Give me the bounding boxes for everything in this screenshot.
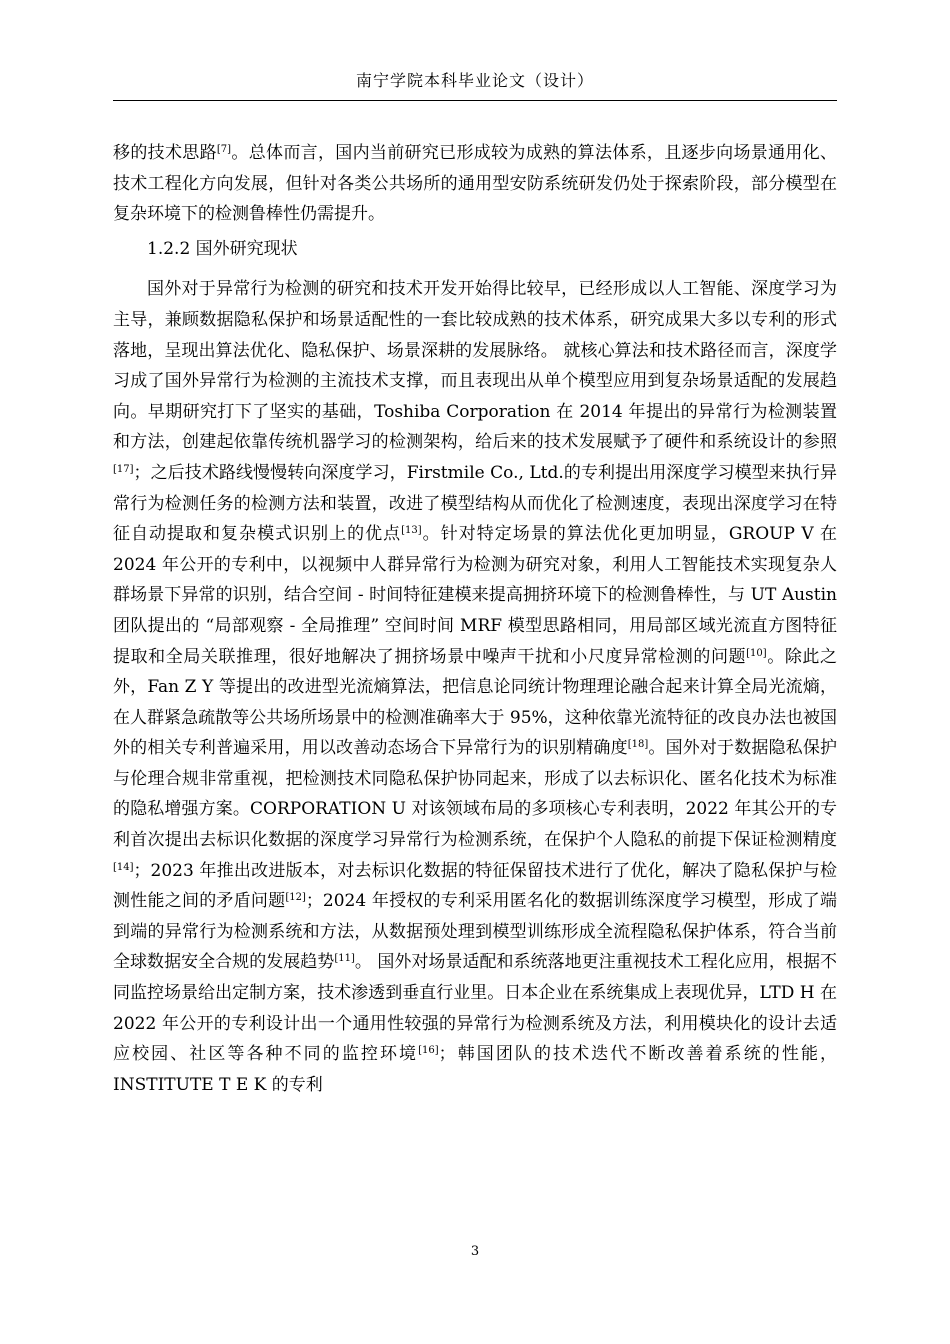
page-number: 3 (470, 1244, 480, 1259)
paragraph-continuation (113, 138, 837, 230)
page-body (113, 138, 837, 1100)
text-run: ；2023 年推出改进版本，对去标识化数据的特征保留技术进行了优化，解决了隐私保护与检测性能之间的矛盾问题 (113, 860, 837, 912)
text-run: 。总体而言，国内当前研究已形成较为成熟的算法体系，且逐步向场景通用化、技术工程化方向发展，但针对各类公共场所的通用型安防系统研发仍处于探索阶段，部分模型在复杂环境下的检测鲁棒性仍需提升。 (113, 143, 838, 225)
text-run: ；2024 年授权的专利采用匿名化的数据训练深度学习模型，形成了端到端的异常行为检测系统和方法，从数据预处理到模型训练形成全流程隐私保护体系，符合当前全球数据安全合规的发展趋势 (113, 891, 838, 973)
text-run: 移的技术思路 (113, 143, 217, 163)
text-run: ；之后技术路线慢慢转向深度学习，Firstmile Co., Ltd.的专利提出用深度学习模型来执行异常行为检测任务的检测方法和装置，改进了模型结构从而优化了检测速度，表现出深度学习在特征自动提取和复杂模式识别上的优点 (113, 462, 837, 545)
page-header: 南宁学院本科毕业论文（设计） (113, 62, 837, 101)
text-run: 国外对于异常行为检测的研究和技术开发开始得比较早，已经形成以人工智能、深度学习为主导，兼顾数据隐私保护和场景适配性的一套比较成熟的技术体系，研究成果大多以专利的形式落地，呈现出算法优化、隐私保护、场景深耕的发展脉络。 就核心算法和技术路径而言，深度学习成了国外异常行为检测的主流技术支撑，而且表现出从单个模型应用到复杂场景适配的发展趋向。早期研究打下了坚实的基础，Toshiba Corporation 在 2014 年提出的异常行为检测装置和方法，创建起依靠传统机器学习的检测架构，给后来的技术发展赋予了硬件和系统设计的参照 (113, 279, 837, 453)
citation-ref: [17] (113, 463, 134, 475)
text-run: 。除此之外，Fan Z Y 等提出的改进型光流熵算法，把信息论同统计物理理论融合起来计算全局光流熵，在人群紧急疏散等公共场所场景中的检测准确率大于 95%，这种依靠光流特征的改良办法也被国外的相关专利普遍采用，用以改善动态场合下异常行为的识别精确度 (113, 646, 838, 759)
citation-ref: [12] (285, 892, 306, 904)
text-run: 。 国外对场景适配和系统落地更注重视技术工程化应用，根据不同监控场景给出定制方案，技术渗透到垂直行业里。日本企业在系统集成上表现优异，LTD H 在 2022 年公开的专利设计出一个通用性较强的异常行为检测系统及方法，利用模块化的设计去适应校园、社区等各种不同的监控环境 (113, 952, 837, 1065)
paragraph-foreign-research (113, 274, 837, 1100)
citation-ref: [16] (418, 1045, 439, 1057)
citation-ref: [14] (113, 861, 134, 873)
text-run: 。针对特定场景的算法优化更加明显，GROUP V 在 2024 年公开的专利中，以视频中人群异常行为检测为研究对象，利用人工智能技术实现复杂人群场景下异常的识别，结合空间 - 时间特征建模来提高拥挤环境下的检测鲁棒性，与 UT Austin 团队提出的 “局部观察 - 全局推理” 空间时间 MRF 模型思路相同，用局部区域光流直方图特征提取和全局关联推理，很好地解决了拥挤场景中噪声干扰和小尺度异常检测的问题 (113, 524, 838, 667)
citation-ref: [18] (627, 739, 649, 751)
citation-ref: [7] (216, 144, 232, 155)
section-heading: 1.2.2 国外研究现状 (147, 238, 298, 259)
text-run: ；韩国团队的技术迭代不断改善着系统的性能，INSTITUTE T E K 的专利 (113, 1044, 838, 1095)
citation-ref: [10] (746, 647, 767, 659)
citation-ref: [13] (401, 525, 422, 537)
text-run: 。国外对于数据隐私保护与伦理合规非常重视，把检测技术同隐私保护协同起来，形成了以去标识化、匿名化技术为标准的隐私增强方案。CORPORATION U 对该领域布局的多项核心专利表明，2022 年其公开的专利首次提出去标识化数据的深度学习异常行为检测系统，在保护个人隐私的前提下保证检测精度 (113, 738, 838, 851)
citation-ref: [11] (334, 953, 355, 965)
